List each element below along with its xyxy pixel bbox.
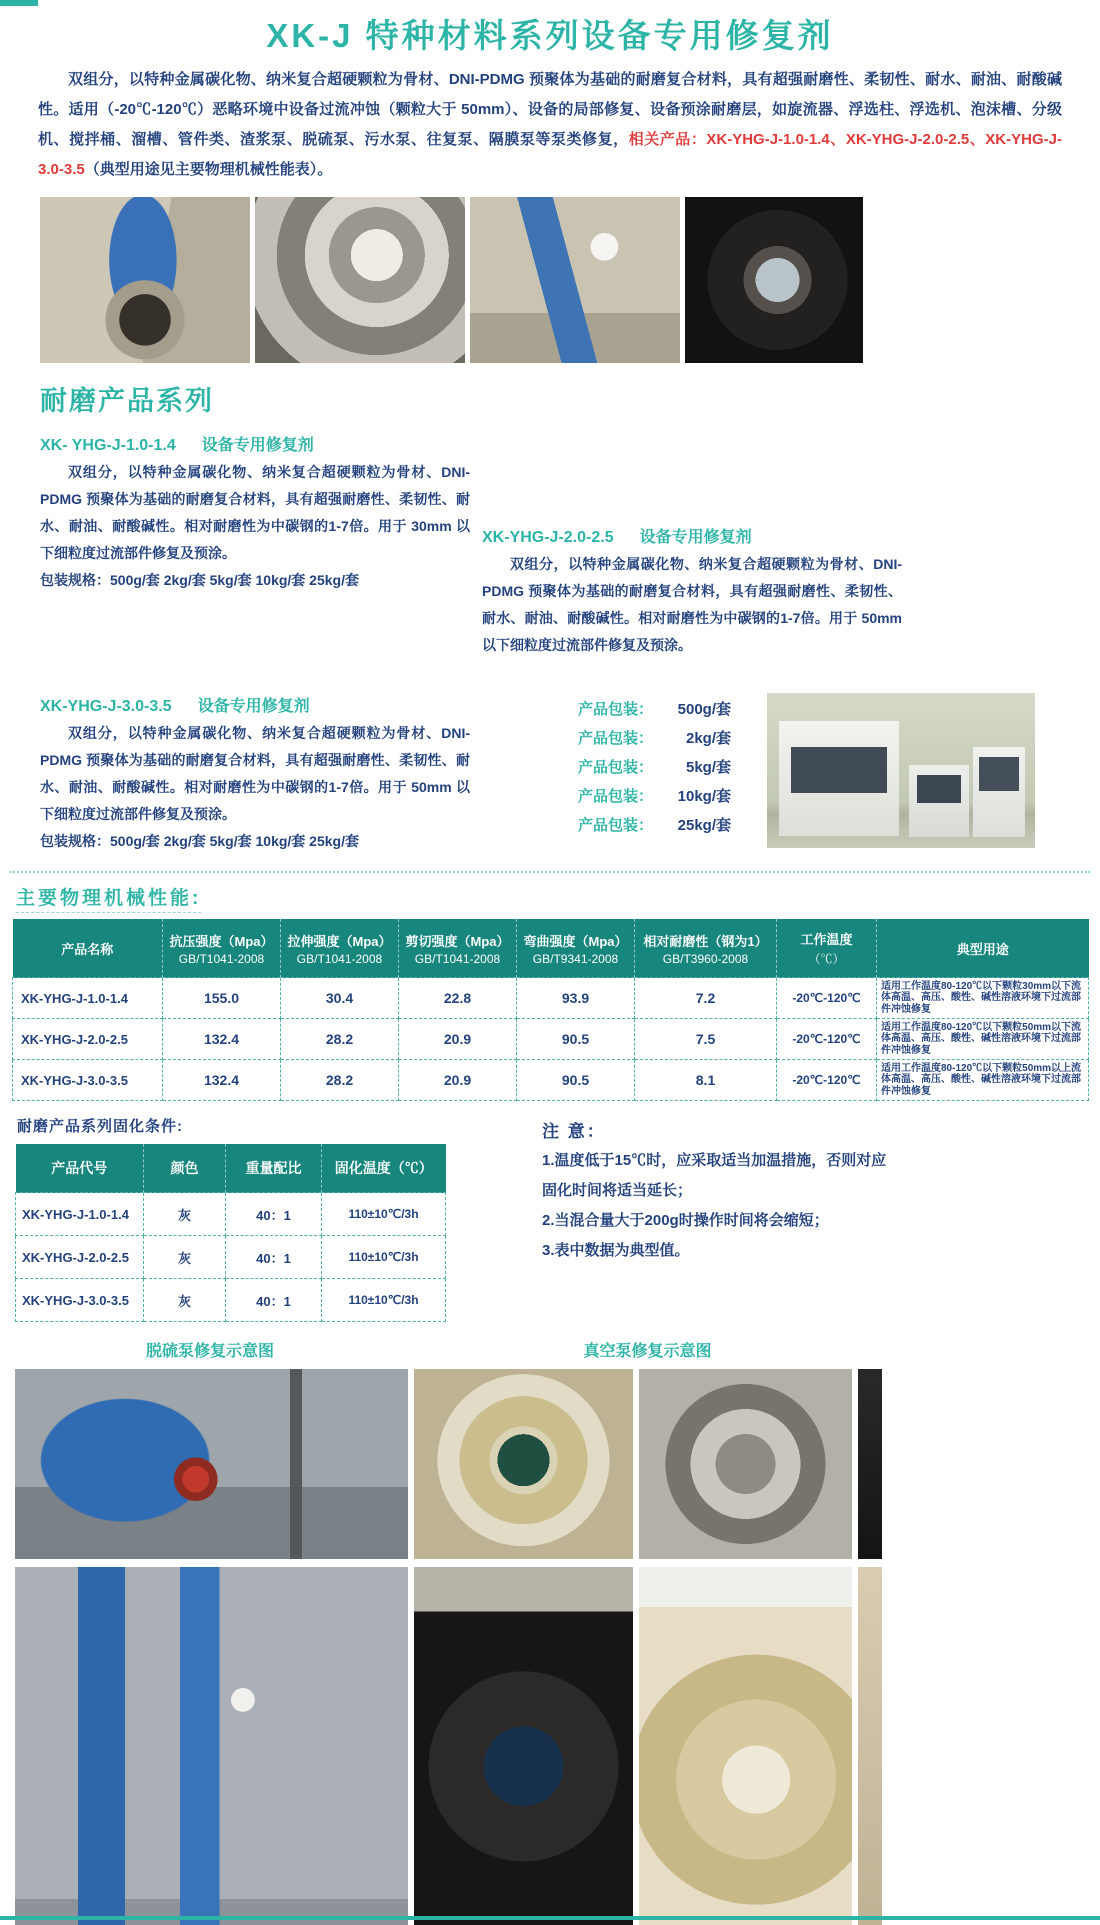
photo-worker-with-pump xyxy=(470,197,680,363)
cure-notes-row xyxy=(15,1101,1100,1322)
cell-value: 8.1 xyxy=(635,1060,777,1101)
note-item: 3.表中数据为典型值。 xyxy=(542,1242,690,1259)
table-row xyxy=(13,1060,1089,1101)
photo-metal-spiral-casing xyxy=(255,197,465,363)
photo-captions-row xyxy=(0,1338,1100,1361)
product-2-code: XK-YHG-J-2.0-2.5 xyxy=(482,529,614,546)
top-accent-bar xyxy=(0,0,38,6)
product-2-description: 双组分，以特种金属碳化物、纳米复合超硬颗粒为骨材、DNI-PDMG 预聚体为基础的耐磨复合材料，具有超强耐磨性、柔韧性、耐水、耐油、耐酸碱性。相对耐磨性为中碳钢的1-7倍。用于 50mm 以下细粒度过流部件修复及预涂。 xyxy=(482,556,902,653)
photo-blue-pump-workshop xyxy=(40,197,250,363)
header-cure-temp: 固化温度（℃） xyxy=(322,1144,446,1193)
header-shear-strength: 剪切强度（Mpa） GB/T1041-2008 xyxy=(399,919,517,978)
cell-value: 90.5 xyxy=(517,1019,635,1060)
product-3-heading xyxy=(40,693,470,716)
product-block-3 xyxy=(40,685,470,855)
packaging-label: 产品包装： xyxy=(578,817,654,834)
packaging-label: 产品包装： xyxy=(578,730,654,747)
product-1-code: XK- YHG-J-1.0-1.4 xyxy=(40,437,176,454)
page-title: XK-J 特种材料系列设备专用修复剂 xyxy=(266,17,834,54)
packaging-value: 10kg/套 xyxy=(677,788,732,805)
packaging-label: 产品包装： xyxy=(578,759,654,776)
caption-vacuum-pump: 真空泵修复示意图 xyxy=(583,1343,712,1360)
photo-dark-casing xyxy=(685,197,863,363)
packaging-row xyxy=(578,782,731,811)
caption-desulfurization-pump: 脱硫泵修复示意图 xyxy=(145,1343,274,1360)
header-color: 颜色 xyxy=(144,1144,226,1193)
cell-ratio: 40：1 xyxy=(226,1193,322,1236)
cell-value: 93.9 xyxy=(517,978,635,1019)
cell-value: 7.5 xyxy=(635,1019,777,1060)
intro-text-tail: （典型用途见主要物理机械性能表）。 xyxy=(84,161,333,178)
cell-product-name: XK-YHG-J-3.0-3.5 xyxy=(13,1060,163,1101)
cell-value: 155.0 xyxy=(163,978,281,1019)
cell-color: 灰 xyxy=(144,1236,226,1279)
cure-table xyxy=(15,1144,446,1322)
cell-cure-temp: 110±10℃/3h xyxy=(322,1193,446,1236)
cell-product-name: XK-YHG-J-1.0-1.4 xyxy=(13,978,163,1019)
top-photo-strip xyxy=(40,197,1100,363)
cell-product-code: XK-YHG-J-3.0-3.5 xyxy=(16,1279,144,1322)
table-row xyxy=(16,1279,446,1322)
cell-typical-use: 适用工作温度80-120℃以下颗粒30mm以下流体高温、高压、酸性、碱性溶液环境下过流部件冲蚀修复 xyxy=(877,978,1089,1019)
product-3-packing: 包装规格：500g/套 2kg/套 5kg/套 10kg/套 25kg/套 xyxy=(40,833,359,849)
table-row xyxy=(13,978,1089,1019)
bottom-accent-bar xyxy=(0,1916,1100,1920)
photo-edge-sliver xyxy=(858,1369,882,1559)
cell-value: 132.4 xyxy=(163,1019,281,1060)
product-3-type-label: 设备专用修复剂 xyxy=(197,698,310,715)
packaging-row xyxy=(578,695,731,724)
packaging-row xyxy=(578,811,731,840)
product-block-2 xyxy=(482,424,902,659)
table-row xyxy=(13,1019,1089,1060)
header-weight-ratio: 重量配比 xyxy=(226,1144,322,1193)
photo-desulfurization-pump-site xyxy=(15,1369,408,1559)
cell-value: 20.9 xyxy=(399,1060,517,1101)
product-3-code: XK-YHG-J-3.0-3.5 xyxy=(40,698,172,715)
header-working-temp: 工作温度 （℃） xyxy=(777,919,877,978)
cure-table-header-row xyxy=(16,1144,446,1193)
packaging-value: 5kg/套 xyxy=(686,759,732,776)
photo-vacuum-pump-casing-coated xyxy=(414,1369,633,1559)
intro-paragraph xyxy=(38,65,1062,185)
photo-product-buckets xyxy=(767,693,1035,848)
table-row xyxy=(16,1193,446,1236)
series-heading: 耐磨产品系列 xyxy=(40,386,214,416)
notes-block xyxy=(542,1101,892,1322)
intro-related-products: 相关产品：XK-YHG-J-1.0-1.4、XK-YHG-J-2.0-2.5、XK-YHG-J-3.0-3.5 xyxy=(38,131,1062,178)
product-1-packing: 包装规格：500g/套 2kg/套 5kg/套 10kg/套 25kg/套 xyxy=(40,572,359,588)
product-3-description: 双组分，以特种金属碳化物、纳米复合超硬颗粒为骨材、DNI-PDMG 预聚体为基础的耐磨复合材料，具有超强耐磨性、柔韧性、耐水、耐油、耐酸碱性。相对耐磨性为中碳钢的1-7倍。用于 50mm 以下细粒度过流部件修复及预涂。 xyxy=(40,725,470,822)
photo-edge-sliver xyxy=(858,1567,882,1925)
cell-color: 灰 xyxy=(144,1279,226,1322)
product-1-type-label: 设备专用修复剂 xyxy=(201,437,314,454)
cell-value: 20.9 xyxy=(399,1019,517,1060)
note-item: 1.温度低于15℃时，应采取适当加温措施，否则对应固化时间将适当延长； xyxy=(542,1152,887,1199)
cell-ratio: 40：1 xyxy=(226,1279,322,1322)
cell-temp: -20℃-120℃ xyxy=(777,978,877,1019)
cure-block xyxy=(15,1101,450,1322)
cell-ratio: 40：1 xyxy=(226,1236,322,1279)
cell-cure-temp: 110±10℃/3h xyxy=(322,1279,446,1322)
product-2-heading xyxy=(482,524,902,547)
perf-table-title: 主要物理机械性能: xyxy=(16,883,201,913)
header-tensile-strength: 拉伸强度（Mpa） GB/T1041-2008 xyxy=(281,919,399,978)
packaging-value: 25kg/套 xyxy=(677,817,732,834)
cell-typical-use: 适用工作温度80-120℃以下颗粒50mm以上流体高温、高压、酸性、碱性溶液环境下过流部件冲蚀修复 xyxy=(877,1060,1089,1101)
bottom-photo-row-2 xyxy=(15,1567,1100,1925)
header-product-name: 产品名称 xyxy=(13,919,163,978)
photo-vacuum-pump-repaired-part xyxy=(639,1567,852,1925)
cell-value: 28.2 xyxy=(281,1019,399,1060)
photo-desulfurization-pump-pipes xyxy=(15,1567,408,1925)
packaging-row xyxy=(578,753,731,782)
cell-typical-use: 适用工作温度80-120℃以下颗粒50mm以下流体高温、高压、酸性、碱性溶液环境下过流部件冲蚀修复 xyxy=(877,1019,1089,1060)
packaging-value: 500g/套 xyxy=(677,701,732,718)
cell-value: 132.4 xyxy=(163,1060,281,1101)
cell-color: 灰 xyxy=(144,1193,226,1236)
product-block-1 xyxy=(40,424,470,659)
bottom-photo-row-1 xyxy=(15,1369,1100,1559)
cell-product-code: XK-YHG-J-2.0-2.5 xyxy=(16,1236,144,1279)
packaging-list xyxy=(578,695,731,855)
header-compressive-strength: 抗压强度（Mpa） GB/T1041-2008 xyxy=(163,919,281,978)
note-item: 2.当混合量大于200g时操作时间将会缩短； xyxy=(542,1212,829,1229)
header-product-code: 产品代号 xyxy=(16,1144,144,1193)
packaging-label: 产品包装： xyxy=(578,788,654,805)
cell-product-code: XK-YHG-J-1.0-1.4 xyxy=(16,1193,144,1236)
performance-table-header-row xyxy=(13,919,1089,978)
product-1-description: 双组分，以特种金属碳化物、纳米复合超硬颗粒为骨材、DNI-PDMG 预聚体为基础的耐磨复合材料，具有超强耐磨性、柔韧性、耐水、耐油、耐酸碱性。相对耐磨性为中碳钢的1-7倍。用于 30mm 以下细粒度过流部件修复及预涂。 xyxy=(40,464,470,561)
cell-temp: -20℃-120℃ xyxy=(777,1019,877,1060)
cell-value: 28.2 xyxy=(281,1060,399,1101)
cure-table-title: 耐磨产品系列固化条件: xyxy=(17,1118,183,1135)
cell-cure-temp: 110±10℃/3h xyxy=(322,1236,446,1279)
product-1-heading xyxy=(40,432,470,455)
packaging-row xyxy=(578,724,731,753)
header-bending-strength: 弯曲强度（Mpa） GB/T9341-2008 xyxy=(517,919,635,978)
packaging-value: 2kg/套 xyxy=(686,730,732,747)
header-relative-wear: 相对耐磨性（钢为1） GB/T3960-2008 xyxy=(635,919,777,978)
cell-value: 90.5 xyxy=(517,1060,635,1101)
photo-vacuum-pump-dark-casing xyxy=(414,1567,633,1925)
cell-temp: -20℃-120℃ xyxy=(777,1060,877,1101)
header-typical-use: 典型用途 xyxy=(877,919,1089,978)
notes-label: 注 意： xyxy=(542,1122,606,1141)
cell-value: 30.4 xyxy=(281,978,399,1019)
performance-table xyxy=(12,919,1089,1101)
cell-value: 7.2 xyxy=(635,978,777,1019)
product-3-row xyxy=(40,685,1100,855)
product-2-type-label: 设备专用修复剂 xyxy=(639,529,752,546)
cell-value: 22.8 xyxy=(399,978,517,1019)
packaging-label: 产品包装： xyxy=(578,701,654,718)
photo-vacuum-pump-metal-part xyxy=(639,1369,852,1559)
intro-text-main: 双组分，以特种金属碳化物、纳米复合超硬颗粒为骨材、DNI-PDMG 预聚体为基础的耐磨复合材料，具有超强耐磨性、柔韧性、耐水、耐油、耐酸碱性。适用（-20℃-120℃）恶略环境中设备过流冲蚀（颗粒大于 50mm）、设备的局部修复、设备预涂耐磨层，如旋流器、浮选柱、浮选机、泡沫槽、分级机、搅拌桶、溜槽、管件类、渣浆泵、脱硫泵、污水泵、往复泵、隔膜泵等泵类修复， xyxy=(38,71,1062,148)
table-row xyxy=(16,1236,446,1279)
cell-product-name: XK-YHG-J-2.0-2.5 xyxy=(13,1019,163,1060)
products-row xyxy=(40,424,1100,659)
